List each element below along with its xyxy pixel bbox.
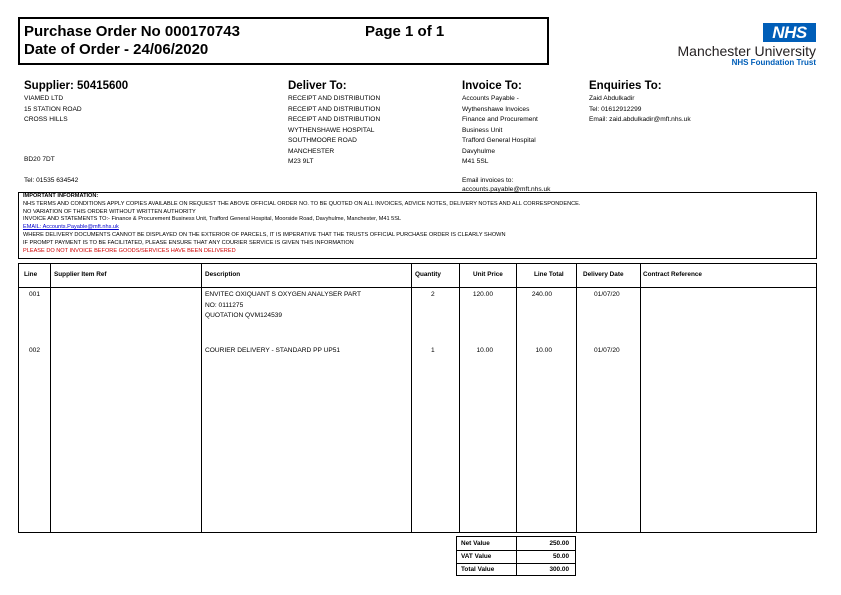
- col-header-ref: Supplier Item Ref: [54, 271, 107, 278]
- net-value-row: [457, 537, 575, 550]
- col-header-unit-price: Unit Price: [473, 271, 503, 278]
- info-title: IMPORTANT INFORMATION:: [23, 193, 99, 199]
- info-warning: PLEASE DO NOT INVOICE BEFORE GOODS/SERVICES HAVE BEEN DELIVERED: [23, 247, 236, 254]
- info-line: IF PROMPT PAYMENT IS TO BE FACILITATED, PLEASE ENSURE THAT ANY COURIER SERVICE IS GIVEN THIS INFORMATION: [23, 239, 354, 246]
- invoice-email: accounts.payable@mft.nhs.uk: [462, 186, 551, 193]
- cell-line: 002: [29, 347, 41, 354]
- supplier-address: VIAMED LTD 15 STATION ROAD CROSS HILLS: [24, 95, 82, 123]
- enquiries-heading: Enquiries To:: [589, 80, 662, 92]
- totals-box: [456, 536, 576, 576]
- col-header-delivery-date: Delivery Date: [583, 271, 624, 278]
- vat-value-row: [457, 550, 575, 563]
- enquiries-contact: Zaid Abdulkadir Tel: 01612912299 Email: zaid.abdulkadir@mft.nhs.uk: [589, 95, 691, 123]
- col-divider: [411, 264, 412, 532]
- deliver-address: RECEIPT AND DISTRIBUTION RECEIPT AND DISTRIBUTION RECEIPT AND DISTRIBUTION WYTHENSHAWE HOSPITAL SOUTHMOORE ROAD MANCHESTER M23 9LT: [288, 95, 381, 165]
- po-number: Purchase Order No 000170743: [24, 23, 240, 40]
- header-box: [18, 17, 549, 65]
- net-value-label: Net Value: [461, 540, 490, 547]
- info-line: NO VARIATION OF THIS ORDER WITHOUT WRITTEN AUTHORITY: [23, 208, 196, 215]
- supplier-postcode: BD20 7DT: [24, 156, 55, 163]
- invoice-address: Accounts Payable - Wythenshawe Invoices Finance and Procurement Business Unit Trafford General Hospital Davyhulme M41 5SL: [462, 95, 538, 165]
- info-email-link[interactable]: EMAIL: Accounts.Payable@mft.nhs.uk: [23, 224, 119, 231]
- cell-line-total: 240.00: [531, 291, 552, 298]
- cell-unit-price: 10.00: [476, 347, 493, 354]
- important-info: [18, 192, 817, 259]
- col-header-description: Description: [205, 271, 241, 278]
- col-divider: [640, 264, 641, 532]
- total-value-row: [457, 563, 575, 576]
- supplier-heading: Supplier: 50415600: [24, 80, 129, 92]
- col-divider: [201, 264, 202, 532]
- vat-value: 50.00: [553, 553, 569, 560]
- cell-delivery-date: 01/07/20: [594, 291, 620, 298]
- total-value-label: Total Value: [461, 566, 495, 573]
- cell-quantity: 1: [431, 347, 435, 354]
- supplier-tel: Tel: 01535 634542: [24, 177, 79, 184]
- nhs-logo: NHS: [763, 23, 816, 42]
- order-date: Date of Order - 24/06/2020: [24, 41, 209, 58]
- cell-unit-price: 120.00: [472, 291, 493, 298]
- col-header-quantity: Quantity: [415, 271, 441, 278]
- col-header-line-total: Line Total: [534, 271, 564, 278]
- cell-description: COURIER DELIVERY - STANDARD PP UP51: [205, 347, 341, 354]
- info-line: NHS TERMS AND CONDITIONS APPLY COPIES AVAILABLE ON REQUEST THE ABOVE OFFICIAL ORDER NO. TO BE QUOTED ON ALL INVOICES, ADVICE NOTES, DELIVERY NOTES AND ALL CORRESPONDENCE.: [23, 200, 581, 207]
- cell-delivery-date: 01/07/20: [594, 347, 620, 354]
- col-divider: [50, 264, 51, 532]
- col-divider: [459, 264, 460, 532]
- total-value: 300.00: [549, 566, 569, 573]
- info-line: WHERE DELIVERY DOCUMENTS CANNOT BE DISPLAYED ON THE EXTERIOR OF PARCELS, IT IS IMPERATIVE THAT THE TRUSTS OFFICIAL PURCHASE ORDER IS CLEARLY SHOWN: [23, 231, 506, 238]
- invoice-email-label: Email invoices to:: [462, 177, 514, 184]
- org-trust: NHS Foundation Trust: [731, 58, 816, 67]
- cell-line: 001: [29, 291, 41, 298]
- col-divider: [516, 264, 517, 532]
- vat-value-label: VAT Value: [461, 553, 492, 560]
- cell-line-total: 10.00: [535, 347, 552, 354]
- net-value: 250.00: [549, 540, 569, 547]
- page-number: Page 1 of 1: [365, 23, 445, 40]
- deliver-heading: Deliver To:: [288, 80, 347, 92]
- col-header-contract: Contract Reference: [643, 271, 702, 278]
- col-divider: [576, 264, 577, 532]
- info-line: INVOICE AND STATEMENTS TO:- Finance & Procurement Business Unit, Trafford General Hospital, Moorside Road, Davyhulme, Manchester, M41 5SL: [23, 216, 402, 223]
- cell-description: ENVITEC OXIQUANT S OXYGEN ANALYSER PART NO: 0111275 QUOTATION QVM124539: [205, 291, 361, 319]
- invoice-heading: Invoice To:: [462, 80, 522, 92]
- col-header-line: Line: [24, 271, 38, 278]
- header-divider: [19, 287, 816, 288]
- org-name: Manchester University: [677, 43, 816, 59]
- line-items-table: [18, 263, 817, 533]
- cell-quantity: 2: [431, 291, 435, 298]
